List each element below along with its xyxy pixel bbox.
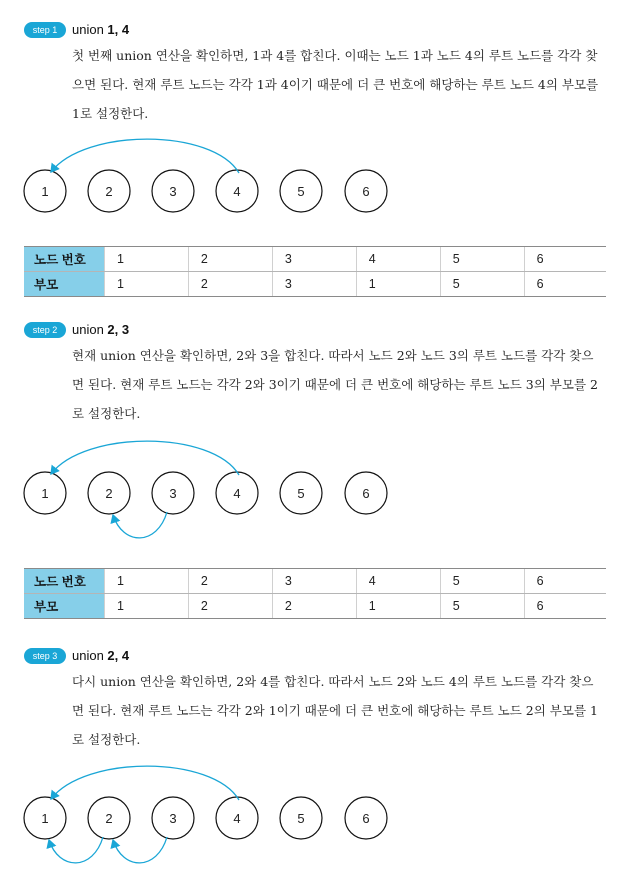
description-line: 로 설정한다. [72, 406, 141, 421]
node-label: 1 [41, 811, 49, 826]
node-label: 6 [362, 184, 370, 199]
node-label: 4 [233, 184, 241, 199]
table-cell: 3 [272, 272, 356, 297]
table-cell: 1 [356, 594, 440, 619]
node-label: 2 [105, 811, 113, 826]
table-cell: 1 [105, 272, 189, 297]
table-cell: 6 [524, 594, 606, 619]
table-cell: 5 [440, 247, 524, 272]
step-badge: step 2 [24, 322, 66, 338]
table-cell: 1 [105, 247, 189, 272]
parent-arrow-3-to-2 [113, 837, 167, 863]
table-cell: 5 [440, 569, 524, 594]
table-cell: 5 [440, 594, 524, 619]
node-label: 5 [297, 811, 305, 826]
description-line: 면 된다. 현재 루트 노드는 각각 2와 1이기 때문에 더 큰 번호에 해당하는 루트 노드 2의 부모를 1 [72, 703, 598, 718]
table-cell: 2 [188, 569, 272, 594]
table-cell: 6 [524, 272, 606, 297]
table-cell: 1 [105, 569, 189, 594]
step-badge: step 1 [24, 22, 66, 38]
step-title-args: 2, 4 [107, 648, 130, 663]
node-label: 6 [362, 811, 370, 826]
node-label: 4 [233, 811, 241, 826]
table-cell: 1 [356, 272, 440, 297]
table-cell: 2 [188, 594, 272, 619]
node-label: 3 [169, 811, 177, 826]
description-line: 으면 된다. 현재 루트 노드는 각각 1과 4이기 때문에 더 큰 번호에 해당하는 루트 노드 4의 부모를 [72, 77, 599, 92]
node-label: 4 [233, 486, 241, 501]
step-title-prefix: union [72, 322, 108, 337]
row-header-parent: 부모 [24, 594, 105, 619]
row-header-node: 노드 번호 [24, 247, 105, 272]
description-line: 다시 union 연산을 확인하면, 2와 4를 합친다. 따라서 노드 2와 노드 4의 루트 노드를 각각 찾으 [72, 674, 594, 689]
row-header-parent: 부모 [24, 272, 105, 297]
node-label: 2 [105, 184, 113, 199]
node-label: 3 [169, 486, 177, 501]
step-title-prefix: union [72, 22, 108, 37]
table-cell: 3 [272, 247, 356, 272]
node-label: 5 [297, 486, 305, 501]
step-title-args: 1, 4 [107, 22, 130, 37]
description-line: 첫 번째 union 연산을 확인하면, 1과 4를 합친다. 이때는 노드 1과 노드 4의 루트 노드를 각각 찾 [72, 48, 598, 63]
node-label: 5 [297, 184, 305, 199]
table-cell: 4 [356, 247, 440, 272]
table-cell: 6 [524, 247, 606, 272]
description-line: 현재 union 연산을 확인하면, 2와 3을 합친다. 따라서 노드 2와 노드 3의 루트 노드를 각각 찾으 [72, 348, 594, 363]
node-label: 1 [41, 486, 49, 501]
step-title-prefix: union [72, 648, 108, 663]
table-cell: 1 [105, 594, 189, 619]
table-cell: 4 [356, 569, 440, 594]
node-label: 6 [362, 486, 370, 501]
table-cell: 5 [440, 272, 524, 297]
table-cell: 2 [188, 272, 272, 297]
node-label: 3 [169, 184, 177, 199]
step-title-args: 2, 3 [107, 322, 130, 337]
node-label: 1 [41, 184, 49, 199]
parent-arrow-4-to-1 [51, 766, 239, 800]
description-line: 로 설정한다. [72, 732, 141, 747]
row-header-node: 노드 번호 [24, 569, 105, 594]
description-line: 면 된다. 현재 루트 노드는 각각 2와 3이기 때문에 더 큰 번호에 해당하는 루트 노드 3의 부모를 2 [72, 377, 598, 392]
parent-arrow-2-to-1 [49, 837, 103, 863]
step-badge: step 3 [24, 648, 66, 664]
table-cell: 2 [188, 247, 272, 272]
description-line: 1로 설정한다. [72, 106, 149, 121]
table-cell: 2 [272, 594, 356, 619]
node-label: 2 [105, 486, 113, 501]
table-cell: 3 [272, 569, 356, 594]
table-cell: 6 [524, 569, 606, 594]
